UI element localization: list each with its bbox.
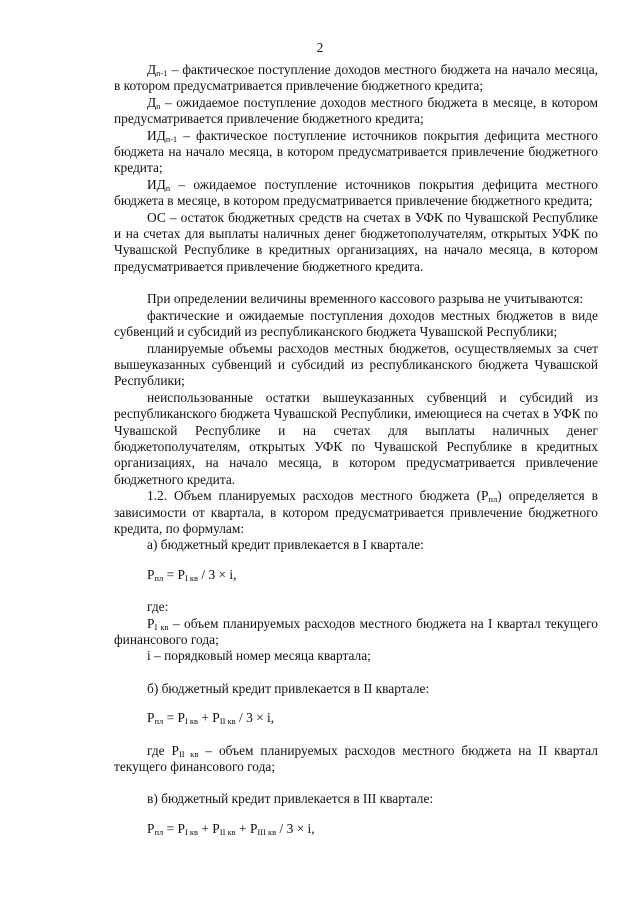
document-body	[114, 62, 598, 853]
definition-p-q1: $Р_{I кв}$ – объем планируемых расходов местного бюджета на I квартал текущего финансового года;	[114, 615, 598, 647]
formula-case-b: $Р_{пл} = Р_{I кв} + Р_{II кв} / 3 \times i$,	[147, 710, 275, 727]
exclusion-intro: При определении величины временного кассового разрыва не учитываются:	[147, 291, 584, 307]
definition-os: ОС – остаток бюджетных средств на счетах в УФК по Чувашской Республике и на счетах для выплаты наличных денег бюджетополучателям, открытых УФК по Чувашской Республике в кредитных организациях, на начало месяца, в котором предусматривается привлечение бюджетного кредита.	[114, 209, 598, 274]
case-a-label: а) бюджетный кредит привлекается в I квартале:	[147, 537, 424, 553]
definition-d-prev: $Д_{n-1}$ – фактическое поступление доходов местного бюджета на начало месяца, в котором предусматривается привлечение бюджетного кредита;	[114, 62, 598, 94]
exclusion-item: неиспользованные остатки вышеуказанных субвенций и субсидий из республиканского бюджета Чувашской Республики, имеющиеся на счетах в УФК по Чувашской Республике и на счетах для выплаты наличных денег бюджетополучателям, открытых УФК по Чувашской Республике в кредитных организациях, на начало месяца, в котором предусматривается привлечение бюджетного кредита.	[114, 389, 598, 487]
definition-d-current: $Д_n$ – ожидаемое поступление доходов местного бюджета в месяце, в котором предусматривается привлечение бюджетного кредита;	[114, 94, 598, 127]
case-b-label: б) бюджетный кредит привлекается в II квартале:	[147, 680, 430, 696]
page-number: 2	[316, 40, 324, 55]
formula-case-a: $Р_{пл} = Р_{I кв} / 3 \times i$,	[147, 566, 237, 583]
exclusion-item: планируемые объемы расходов местных бюджетов, осуществляемых за счет вышеуказанных субвенций и субсидий из республиканского бюджета Чувашской Республики;	[114, 340, 598, 389]
exclusion-item: фактические и ожидаемые поступления доходов местных бюджетов в виде субвенций и субсидий из республиканского бюджета Чувашской Республики;	[114, 307, 598, 340]
section-1-2: 1.2. Объем планируемых расходов местного бюджета $(Р_{пл})$ определяется в зависимости от квартала, в котором предусматривается привлечение бюджетного кредита, по формулам:	[114, 488, 598, 536]
definition-id-prev: $ИД_{n-1}$ – фактическое поступление источников покрытия дефицита местного бюджета на начало месяца, в котором предусматривается привлечение бюджетного кредита;	[114, 127, 598, 176]
definition-i: i – порядковый номер месяца квартала;	[147, 648, 371, 664]
case-c-label: в) бюджетный кредит привлекается в III квартале:	[147, 791, 434, 807]
where-label: где:	[147, 599, 169, 615]
definition-p-q2: где $Р_{II кв}$ – объем планируемых расходов местного бюджета на II квартал текущего финансового года;	[114, 742, 598, 775]
definition-id-current: $ИД_n$ – ожидаемое поступление источников покрытия дефицита местного бюджета в месяце, в котором предусматривается привлечение бюджетного кредита;	[114, 176, 598, 209]
formula-case-c: $Р_{пл} = Р_{I кв} + Р_{II кв} + Р_{III кв} / 3 \times i$,	[147, 820, 315, 837]
